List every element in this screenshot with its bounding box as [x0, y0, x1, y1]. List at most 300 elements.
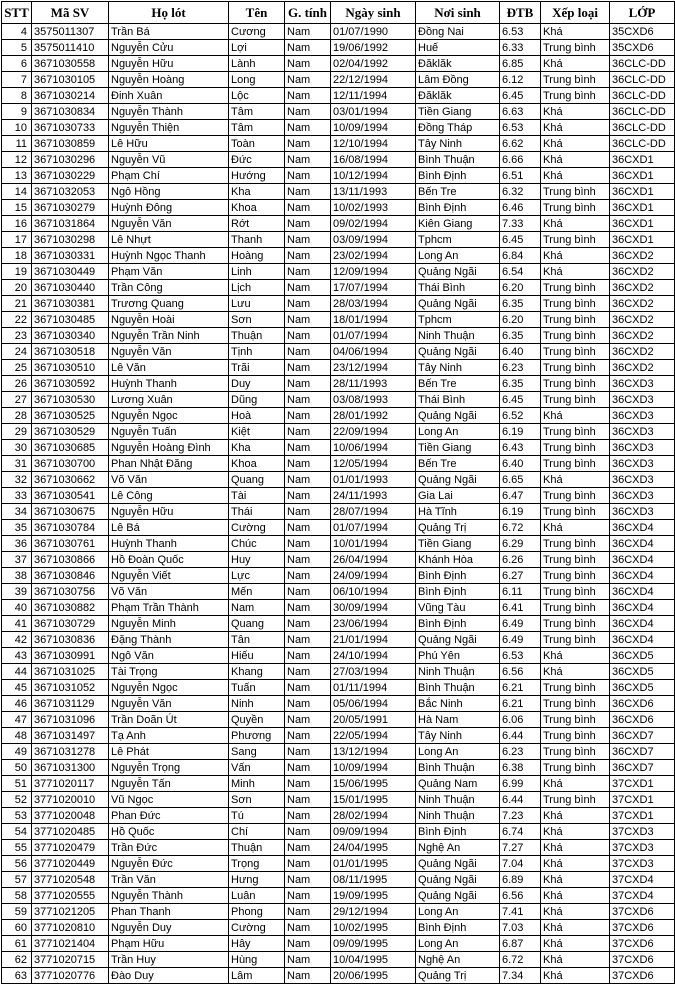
first-name-cell: Sơn	[229, 792, 285, 808]
birth-place-cell: Thái Bình	[416, 280, 500, 296]
stt-cell: 32	[2, 472, 32, 488]
header-ngay-sinh: Ngày sinh	[331, 2, 416, 24]
last-name-cell: Huỳnh Thanh	[109, 536, 229, 552]
birth-place-cell: Khánh Hòa	[416, 552, 500, 568]
gender-cell: Nam	[285, 744, 331, 760]
gpa-cell: 6.06	[500, 712, 541, 728]
student-id-cell: 3671030331	[32, 248, 109, 264]
class-cell: 36CXD2	[610, 296, 675, 312]
stt-cell: 9	[2, 104, 32, 120]
gpa-cell: 6.74	[500, 824, 541, 840]
stt-cell: 55	[2, 840, 32, 856]
class-cell: 37CXD6	[610, 952, 675, 968]
student-id-cell: 3771020010	[32, 792, 109, 808]
rank-cell: Khá	[541, 776, 610, 792]
birth-place-cell: Quảng Trị	[416, 968, 500, 984]
class-cell: 36CXD7	[610, 728, 675, 744]
class-cell: 36CXD3	[610, 424, 675, 440]
gpa-cell: 6.51	[500, 168, 541, 184]
student-id-cell: 3671030296	[32, 152, 109, 168]
birth-date-cell: 15/06/1995	[331, 776, 416, 792]
stt-cell: 33	[2, 488, 32, 504]
class-cell: 36CXD7	[610, 744, 675, 760]
table-row	[2, 968, 675, 984]
first-name-cell: Hoà	[229, 408, 285, 424]
birth-place-cell: Huế	[416, 40, 500, 56]
birth-place-cell: Bình Thuận	[416, 152, 500, 168]
birth-place-cell: Phú Yên	[416, 648, 500, 664]
birth-place-cell: Nghệ An	[416, 840, 500, 856]
birth-place-cell: Đồng Nai	[416, 24, 500, 40]
birth-date-cell: 13/12/1994	[331, 744, 416, 760]
first-name-cell: Cường	[229, 920, 285, 936]
stt-cell: 34	[2, 504, 32, 520]
rank-cell: Trung bình	[541, 696, 610, 712]
rank-cell: Trung bình	[541, 376, 610, 392]
rank-cell: Khá	[541, 56, 610, 72]
student-id-cell: 3671030298	[32, 232, 109, 248]
rank-cell: Khá	[541, 920, 610, 936]
table-row	[2, 504, 675, 520]
table-row	[2, 488, 675, 504]
table-row	[2, 424, 675, 440]
class-cell: 36CXD3	[610, 472, 675, 488]
rank-cell: Khá	[541, 472, 610, 488]
gender-cell: Nam	[285, 808, 331, 824]
first-name-cell: Lâm	[229, 968, 285, 984]
first-name-cell: Toàn	[229, 136, 285, 152]
last-name-cell: Đặng Thành	[109, 632, 229, 648]
stt-cell: 61	[2, 936, 32, 952]
first-name-cell: Khoa	[229, 200, 285, 216]
birth-date-cell: 03/08/1993	[331, 392, 416, 408]
class-cell: 36CLC-DD	[610, 136, 675, 152]
first-name-cell: Đức	[229, 152, 285, 168]
gender-cell: Nam	[285, 600, 331, 616]
first-name-cell: Mến	[229, 584, 285, 600]
birth-place-cell: Quảng Ngãi	[416, 856, 500, 872]
birth-date-cell: 23/12/1994	[331, 360, 416, 376]
student-id-cell: 3671030440	[32, 280, 109, 296]
table-row	[2, 168, 675, 184]
gpa-cell: 6.99	[500, 776, 541, 792]
stt-cell: 52	[2, 792, 32, 808]
gpa-cell: 6.49	[500, 616, 541, 632]
student-id-cell: 3771020479	[32, 840, 109, 856]
first-name-cell: Ninh	[229, 696, 285, 712]
gpa-cell: 6.47	[500, 488, 541, 504]
birth-place-cell: Tiền Giang	[416, 104, 500, 120]
birth-place-cell: Bình Định	[416, 168, 500, 184]
birth-date-cell: 26/04/1994	[331, 552, 416, 568]
birth-place-cell: Bến Tre	[416, 456, 500, 472]
student-id-cell: 3671030866	[32, 552, 109, 568]
rank-cell: Khá	[541, 408, 610, 424]
class-cell: 37CXD3	[610, 856, 675, 872]
gpa-cell: 6.66	[500, 152, 541, 168]
first-name-cell: Tuấn	[229, 680, 285, 696]
gender-cell: Nam	[285, 248, 331, 264]
birth-date-cell: 09/09/1995	[331, 936, 416, 952]
first-name-cell: Trãi	[229, 360, 285, 376]
gender-cell: Nam	[285, 584, 331, 600]
gender-cell: Nam	[285, 88, 331, 104]
first-name-cell: Hiếu	[229, 648, 285, 664]
table-row	[2, 712, 675, 728]
class-cell: 36CXD2	[610, 280, 675, 296]
class-cell: 36CXD2	[610, 360, 675, 376]
first-name-cell: Kha	[229, 184, 285, 200]
birth-place-cell: Quảng Ngãi	[416, 296, 500, 312]
stt-cell: 31	[2, 456, 32, 472]
class-cell: 36CXD2	[610, 344, 675, 360]
birth-date-cell: 28/11/1993	[331, 376, 416, 392]
header-dtb: ĐTB	[500, 2, 541, 24]
gpa-cell: 7.03	[500, 920, 541, 936]
rank-cell: Trung bình	[541, 440, 610, 456]
stt-cell: 27	[2, 392, 32, 408]
gender-cell: Nam	[285, 392, 331, 408]
gpa-cell: 6.44	[500, 792, 541, 808]
table-row	[2, 568, 675, 584]
gender-cell: Nam	[285, 72, 331, 88]
gpa-cell: 7.34	[500, 968, 541, 984]
first-name-cell: Tân	[229, 632, 285, 648]
gender-cell: Nam	[285, 440, 331, 456]
class-cell: 35CXD6	[610, 40, 675, 56]
gpa-cell: 6.65	[500, 472, 541, 488]
header-stt: STT	[2, 2, 32, 24]
class-cell: 36CXD1	[610, 216, 675, 232]
table-row	[2, 312, 675, 328]
stt-cell: 25	[2, 360, 32, 376]
gender-cell: Nam	[285, 232, 331, 248]
table-row	[2, 376, 675, 392]
class-cell: 37CXD3	[610, 840, 675, 856]
gpa-cell: 7.04	[500, 856, 541, 872]
birth-place-cell: Tphcm	[416, 312, 500, 328]
last-name-cell: Nguyễn Ngọc	[109, 680, 229, 696]
birth-place-cell: Đăklăk	[416, 56, 500, 72]
stt-cell: 12	[2, 152, 32, 168]
birth-place-cell: Gia Lai	[416, 488, 500, 504]
class-cell: 37CXD6	[610, 936, 675, 952]
first-name-cell: Vấn	[229, 760, 285, 776]
birth-date-cell: 28/02/1994	[331, 808, 416, 824]
first-name-cell: Luân	[229, 888, 285, 904]
first-name-cell: Tài	[229, 488, 285, 504]
gender-cell: Nam	[285, 264, 331, 280]
first-name-cell: Hoàng	[229, 248, 285, 264]
birth-date-cell: 24/09/1994	[331, 568, 416, 584]
stt-cell: 40	[2, 600, 32, 616]
birth-date-cell: 28/01/1992	[331, 408, 416, 424]
rank-cell: Khá	[541, 648, 610, 664]
first-name-cell: Lộc	[229, 88, 285, 104]
student-table	[1, 1, 675, 984]
header-ma-sv: Mã SV	[32, 2, 109, 24]
last-name-cell: Nguyễn Thiện	[109, 120, 229, 136]
birth-place-cell: Quảng Ngãi	[416, 472, 500, 488]
last-name-cell: Trần Đức	[109, 840, 229, 856]
stt-cell: 63	[2, 968, 32, 984]
stt-cell: 23	[2, 328, 32, 344]
gpa-cell: 6.85	[500, 56, 541, 72]
student-id-cell: 3671030700	[32, 456, 109, 472]
birth-place-cell: Đăklăk	[416, 88, 500, 104]
gpa-cell: 6.40	[500, 456, 541, 472]
first-name-cell: Nam	[229, 600, 285, 616]
last-name-cell: Nguyễn Hoàng	[109, 72, 229, 88]
birth-date-cell: 20/06/1995	[331, 968, 416, 984]
class-cell: 36CXD4	[610, 568, 675, 584]
gender-cell: Nam	[285, 56, 331, 72]
birth-date-cell: 08/11/1995	[331, 872, 416, 888]
birth-date-cell: 22/12/1994	[331, 72, 416, 88]
birth-place-cell: Bến Tre	[416, 184, 500, 200]
class-cell: 36CXD2	[610, 248, 675, 264]
first-name-cell: Linh	[229, 264, 285, 280]
class-cell: 36CXD3	[610, 504, 675, 520]
gpa-cell: 7.23	[500, 808, 541, 824]
birth-place-cell: Ninh Thuận	[416, 664, 500, 680]
table-row	[2, 360, 675, 376]
birth-place-cell: Ninh Thuận	[416, 792, 500, 808]
class-cell: 37CXD1	[610, 808, 675, 824]
rank-cell: Trung bình	[541, 632, 610, 648]
first-name-cell: Cương	[229, 24, 285, 40]
gender-cell: Nam	[285, 696, 331, 712]
table-row	[2, 936, 675, 952]
birth-place-cell: Long An	[416, 424, 500, 440]
last-name-cell: Lê Công	[109, 488, 229, 504]
last-name-cell: Tài Trọng	[109, 664, 229, 680]
birth-place-cell: Vũng Tàu	[416, 600, 500, 616]
birth-place-cell: Quảng Trị	[416, 520, 500, 536]
gpa-cell: 7.27	[500, 840, 541, 856]
gpa-cell: 6.21	[500, 680, 541, 696]
gender-cell: Nam	[285, 904, 331, 920]
last-name-cell: Nguyễn Cửu	[109, 40, 229, 56]
last-name-cell: Nguyễn Tuấn	[109, 424, 229, 440]
birth-date-cell: 01/07/1990	[331, 24, 416, 40]
birth-place-cell: Quảng Ngãi	[416, 408, 500, 424]
gender-cell: Nam	[285, 312, 331, 328]
gender-cell: Nam	[285, 216, 331, 232]
gender-cell: Nam	[285, 936, 331, 952]
gpa-cell: 6.23	[500, 744, 541, 760]
stt-cell: 57	[2, 872, 32, 888]
last-name-cell: Nguyễn Văn	[109, 344, 229, 360]
birth-date-cell: 24/04/1995	[331, 840, 416, 856]
rank-cell: Trung bình	[541, 312, 610, 328]
birth-place-cell: Quảng Ngãi	[416, 632, 500, 648]
gender-cell: Nam	[285, 520, 331, 536]
last-name-cell: Ngô Hồng	[109, 184, 229, 200]
birth-date-cell: 10/09/1994	[331, 760, 416, 776]
first-name-cell: Trọng	[229, 856, 285, 872]
rank-cell: Trung bình	[541, 88, 610, 104]
stt-cell: 15	[2, 200, 32, 216]
stt-cell: 36	[2, 536, 32, 552]
gender-cell: Nam	[285, 408, 331, 424]
student-id-cell: 3671030105	[32, 72, 109, 88]
student-id-cell: 3671030529	[32, 424, 109, 440]
birth-date-cell: 24/11/1993	[331, 488, 416, 504]
birth-place-cell: Tiền Giang	[416, 440, 500, 456]
stt-cell: 39	[2, 584, 32, 600]
class-cell: 36CLC-DD	[610, 120, 675, 136]
gpa-cell: 6.41	[500, 600, 541, 616]
last-name-cell: Lê Bá	[109, 520, 229, 536]
gpa-cell: 7.41	[500, 904, 541, 920]
gpa-cell: 6.19	[500, 504, 541, 520]
rank-cell: Trung bình	[541, 488, 610, 504]
rank-cell: Trung bình	[541, 680, 610, 696]
first-name-cell: Thuận	[229, 328, 285, 344]
gender-cell: Nam	[285, 344, 331, 360]
rank-cell: Trung bình	[541, 72, 610, 88]
first-name-cell: Tú	[229, 808, 285, 824]
gender-cell: Nam	[285, 168, 331, 184]
rank-cell: Trung bình	[541, 616, 610, 632]
birth-place-cell: Bình Định	[416, 568, 500, 584]
rank-cell: Trung bình	[541, 792, 610, 808]
birth-date-cell: 03/01/1994	[331, 104, 416, 120]
gender-cell: Nam	[285, 24, 331, 40]
stt-cell: 44	[2, 664, 32, 680]
rank-cell: Trung bình	[541, 328, 610, 344]
header-lop: LỚP	[610, 2, 675, 24]
stt-cell: 51	[2, 776, 32, 792]
first-name-cell: Thái	[229, 504, 285, 520]
birth-place-cell: Kiên Giang	[416, 216, 500, 232]
class-cell: 36CXD1	[610, 200, 675, 216]
gpa-cell: 6.72	[500, 520, 541, 536]
first-name-cell: Khang	[229, 664, 285, 680]
student-id-cell: 3671030229	[32, 168, 109, 184]
gender-cell: Nam	[285, 664, 331, 680]
first-name-cell: Hưng	[229, 872, 285, 888]
class-cell: 36CXD4	[610, 584, 675, 600]
student-id-cell: 3671030485	[32, 312, 109, 328]
birth-date-cell: 12/05/1994	[331, 456, 416, 472]
table-row	[2, 664, 675, 680]
gender-cell: Nam	[285, 488, 331, 504]
last-name-cell: Phạm Hữu	[109, 936, 229, 952]
table-row	[2, 648, 675, 664]
rank-cell: Trung bình	[541, 280, 610, 296]
rank-cell: Khá	[541, 872, 610, 888]
birth-date-cell: 19/06/1992	[331, 40, 416, 56]
birth-place-cell: Thái Bình	[416, 392, 500, 408]
stt-cell: 17	[2, 232, 32, 248]
student-id-cell: 3671030756	[32, 584, 109, 600]
rank-cell: Khá	[541, 824, 610, 840]
rank-cell: Trung bình	[541, 360, 610, 376]
birth-place-cell: Hà Tĩnh	[416, 504, 500, 520]
table-row	[2, 760, 675, 776]
header-gioi-tinh: G. tính	[285, 2, 331, 24]
rank-cell: Khá	[541, 24, 610, 40]
gender-cell: Nam	[285, 776, 331, 792]
table-row	[2, 856, 675, 872]
class-cell: 36CXD6	[610, 712, 675, 728]
gpa-cell: 6.38	[500, 760, 541, 776]
birth-date-cell: 10/06/1994	[331, 440, 416, 456]
birth-place-cell: Quảng Ngãi	[416, 264, 500, 280]
birth-place-cell: Bắc Ninh	[416, 696, 500, 712]
class-cell: 37CXD6	[610, 968, 675, 984]
first-name-cell: Chí	[229, 824, 285, 840]
student-id-cell: 3671031096	[32, 712, 109, 728]
last-name-cell: Huỳnh Thanh	[109, 376, 229, 392]
student-id-cell: 3671031025	[32, 664, 109, 680]
gender-cell: Nam	[285, 296, 331, 312]
gpa-cell: 6.62	[500, 136, 541, 152]
gpa-cell: 6.44	[500, 728, 541, 744]
stt-cell: 58	[2, 888, 32, 904]
gender-cell: Nam	[285, 968, 331, 984]
student-id-cell: 3671030675	[32, 504, 109, 520]
stt-cell: 47	[2, 712, 32, 728]
class-cell: 37CXD1	[610, 776, 675, 792]
class-cell: 36CXD3	[610, 376, 675, 392]
first-name-cell: Thanh	[229, 232, 285, 248]
stt-cell: 50	[2, 760, 32, 776]
class-cell: 37CXD1	[610, 792, 675, 808]
student-id-cell: 3771020548	[32, 872, 109, 888]
table-row	[2, 248, 675, 264]
table-row	[2, 888, 675, 904]
rank-cell: Trung bình	[541, 584, 610, 600]
table-row	[2, 536, 675, 552]
table-row	[2, 680, 675, 696]
first-name-cell: Lợi	[229, 40, 285, 56]
rank-cell: Trung bình	[541, 200, 610, 216]
gender-cell: Nam	[285, 712, 331, 728]
first-name-cell: Hùng	[229, 952, 285, 968]
first-name-cell: Huy	[229, 552, 285, 568]
gpa-cell: 6.27	[500, 568, 541, 584]
rank-cell: Trung bình	[541, 600, 610, 616]
class-cell: 36CXD4	[610, 616, 675, 632]
birth-date-cell: 13/11/1993	[331, 184, 416, 200]
table-row	[2, 824, 675, 840]
birth-place-cell: Bình Định	[416, 584, 500, 600]
stt-cell: 41	[2, 616, 32, 632]
class-cell: 37CXD6	[610, 904, 675, 920]
class-cell: 36CXD5	[610, 680, 675, 696]
first-name-cell: Cường	[229, 520, 285, 536]
class-cell: 36CXD5	[610, 648, 675, 664]
last-name-cell: Nguyễn Ngọc	[109, 408, 229, 424]
last-name-cell: Nguyễn Hữu	[109, 56, 229, 72]
birth-date-cell: 15/01/1995	[331, 792, 416, 808]
birth-date-cell: 10/12/1994	[331, 168, 416, 184]
last-name-cell: Phan Nhật Đăng	[109, 456, 229, 472]
gpa-cell: 6.32	[500, 184, 541, 200]
first-name-cell: Phương	[229, 728, 285, 744]
student-id-cell: 3771021404	[32, 936, 109, 952]
table-row	[2, 520, 675, 536]
last-name-cell: Phạm Văn	[109, 264, 229, 280]
last-name-cell: Trần Huy	[109, 952, 229, 968]
first-name-cell: Kiệt	[229, 424, 285, 440]
table-row	[2, 744, 675, 760]
first-name-cell: Hây	[229, 936, 285, 952]
student-id-cell: 3671030510	[32, 360, 109, 376]
